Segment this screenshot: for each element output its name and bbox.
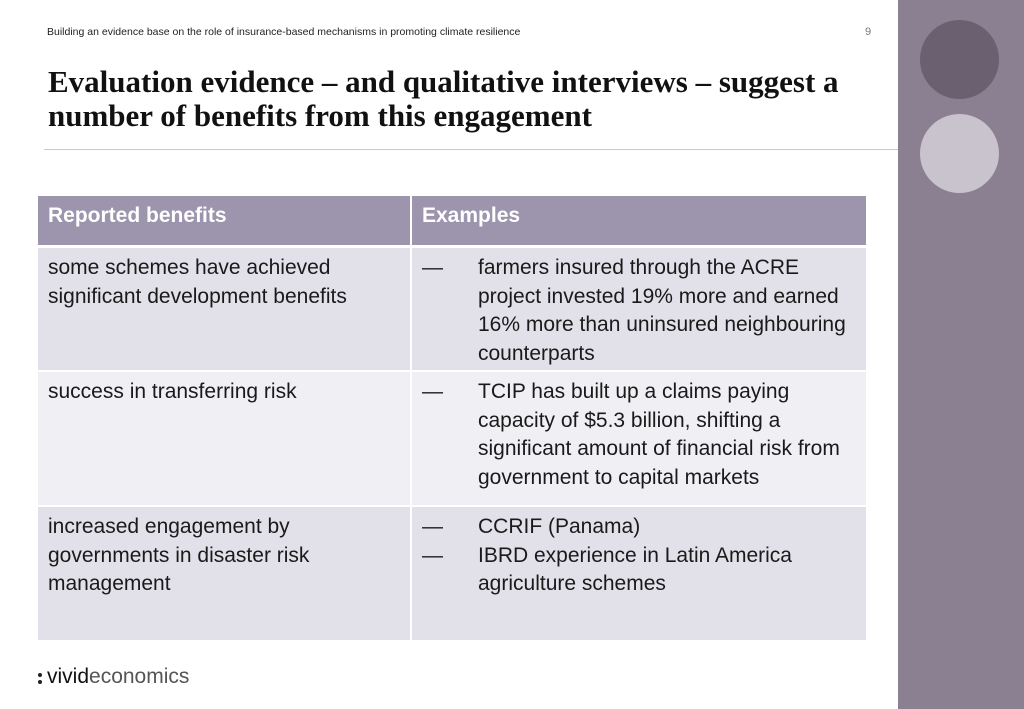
example-text: CCRIF (Panama): [478, 515, 641, 538]
logo-dots-icon: [38, 673, 42, 684]
header-examples: Examples: [410, 196, 866, 248]
table-row: [38, 507, 866, 640]
header-caption: Building an evidence base on the role of insurance-based mechanisms in promoting climate resilience: [47, 26, 521, 38]
example-item: [422, 254, 856, 368]
dash-bullet-icon: —: [422, 256, 443, 279]
dash-bullet-icon: —: [422, 543, 443, 567]
examples-cell: [410, 372, 866, 507]
example-text: IBRD experience in Latin America agriculture schemes: [478, 543, 792, 595]
side-panel: [898, 0, 1024, 709]
table-row: [38, 248, 866, 372]
example-item: [422, 378, 856, 492]
example-item: [422, 513, 856, 542]
dash-bullet-icon: —: [422, 380, 443, 403]
slide-title-line-1: Evaluation evidence – and qualitative interviews – suggest a: [48, 64, 839, 99]
decorative-circle-light: [920, 114, 999, 193]
benefit-cell: some schemes have achieved significant development benefits: [38, 248, 410, 372]
benefit-cell: success in transferring risk: [38, 372, 410, 507]
table-header-row: [38, 196, 866, 248]
example-text: farmers insured through the ACRE project invested 19% more and earned 16% more than uninsured neighbouring counterparts: [478, 256, 846, 365]
logo-word-vivid: vivid: [47, 665, 90, 688]
decorative-circle-dark: [920, 20, 999, 99]
examples-cell: [410, 507, 866, 640]
table-row: [38, 372, 866, 507]
vivid-economics-logo: [38, 665, 189, 689]
title-divider: [44, 149, 898, 150]
logo-word-economics: economics: [89, 665, 190, 688]
header-reported-benefits: Reported benefits: [38, 196, 410, 248]
example-text: TCIP has built up a claims paying capacity of $5.3 billion, shifting a significant amount of financial risk from government to capital markets: [478, 380, 840, 489]
slide-title: [48, 65, 868, 133]
example-item: [422, 542, 856, 599]
examples-cell: [410, 248, 866, 372]
dash-bullet-icon: —: [422, 515, 443, 538]
page-number: 9: [865, 26, 872, 38]
benefit-cell: increased engagement by governments in disaster risk management: [38, 507, 410, 640]
slide-title-line-2: number of benefits from this engagement: [48, 98, 592, 133]
benefits-table: [38, 196, 866, 640]
